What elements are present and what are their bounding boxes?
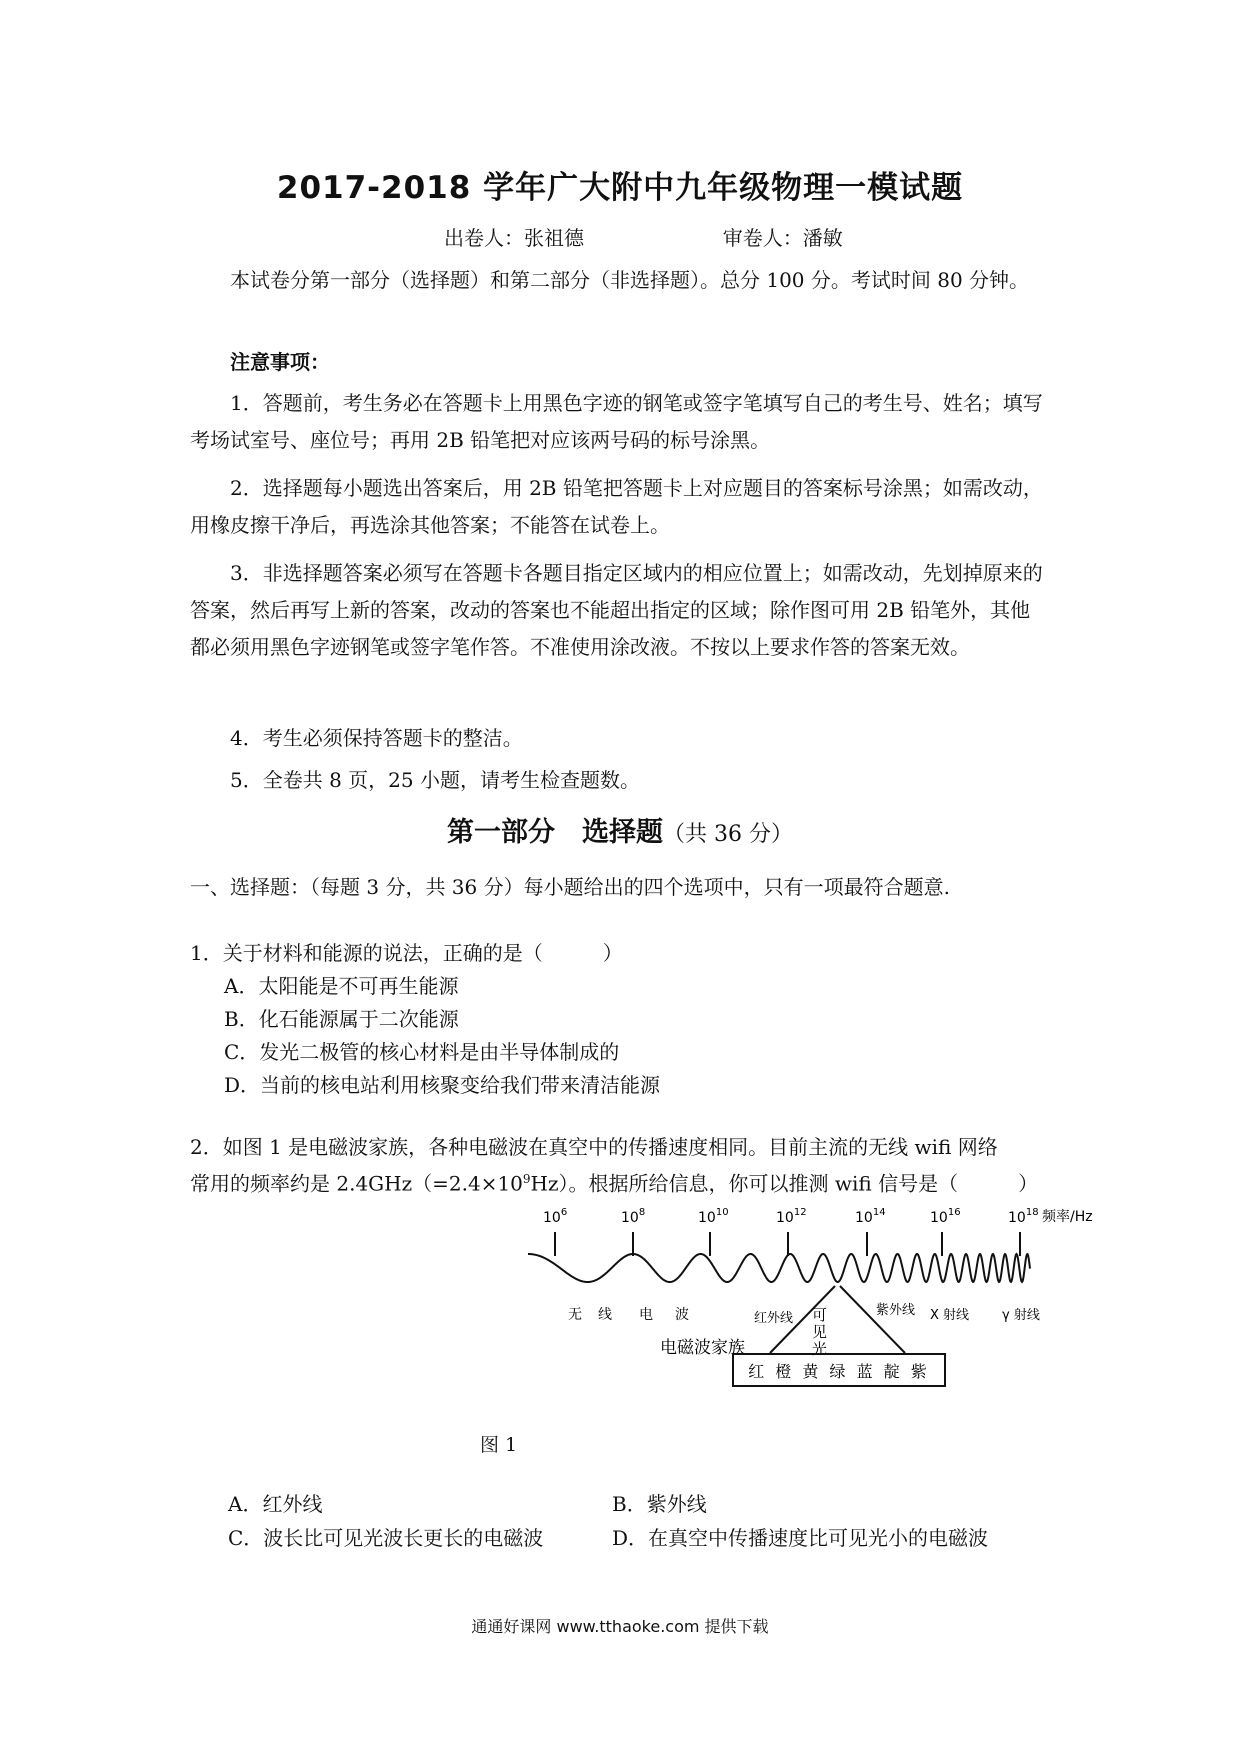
note-item-5: 5．全卷共 8 页，25 小题，请考生检查题数。 xyxy=(230,768,640,792)
q2-stem-line2 xyxy=(190,1163,1038,1200)
q2-stem-exponent: 9 xyxy=(522,1172,531,1186)
author-line xyxy=(444,222,851,251)
note-item-1: 1．答题前，考生务必在答题卡上用黑色字迹的钢笔或签字笔填写自己的考生号、姓名；填写考场试室号、座位号；再用 2B 铅笔把对应该两号码的标号涂黑。 xyxy=(190,391,1043,452)
colors-label: 红 橙 黄 绿 蓝 靛 紫 xyxy=(748,1362,930,1381)
section-heading xyxy=(0,810,1240,849)
q1-option-d: D．当前的核电站利用核聚变给我们带来清洁能源 xyxy=(224,1073,661,1097)
q2-option-a: A．红外线 xyxy=(228,1492,323,1516)
visible-right-line xyxy=(840,1286,905,1353)
freq-tick-label: $10^{16}$ xyxy=(930,1207,961,1226)
family-label: 电磁波家族 xyxy=(660,1338,745,1358)
em-spectrum-figure xyxy=(520,1200,1140,1420)
intro-paragraph: 本试卷分第一部分（选择题）和第二部分（非选择题）。总分 100 分。考试时间 80 分钟。 xyxy=(230,268,1030,292)
q1-stem: 1．关于材料和能源的说法，正确的是（ ） xyxy=(190,941,623,965)
section-instruction: 一、选择题：（每题 3 分，共 36 分）每小题给出的四个选项中，只有一项最符合题意. xyxy=(190,875,950,899)
note-item-2: 2．选择题每小题选出答案后，用 2B 铅笔把答题卡上对应题目的答案标号涂黑；如需改动，用橡皮擦干净后，再选涂其他答案；不能答在试卷上。 xyxy=(190,476,1043,537)
freq-tick-label: $10^{12}$ xyxy=(776,1207,807,1226)
freq-tick-label: $10^6$ xyxy=(543,1207,568,1226)
freq-tick-label: $10^{14}$ xyxy=(855,1207,886,1226)
radio-char-3: 电 xyxy=(639,1307,653,1323)
frequency-ticks xyxy=(543,1207,1039,1256)
uv-label: 紫外线 xyxy=(876,1303,916,1318)
q2-stem-line1: 2．如图 1 是电磁波家族，各种电磁波在真空中的传播速度相同。目前主流的无线 wifi 网络 xyxy=(190,1135,998,1159)
q2-stem-line2-a: 常用的频率约是 2.4GHz（=2.4×10 xyxy=(190,1171,523,1196)
freq-tick-label: $10^{18}$ xyxy=(1008,1207,1039,1226)
footer-text: 通通好课网 www.tthaoke.com 提供下载 xyxy=(471,1617,769,1636)
q2-stem-line2-b: Hz）。根据所给信息，你可以推测 wifi 信号是（ ） xyxy=(530,1171,1039,1196)
xray-label: X 射线 xyxy=(930,1308,970,1323)
q2-option-d: D．在真空中传播速度比可见光小的电磁波 xyxy=(612,1526,989,1550)
visible-char-3: 光 xyxy=(812,1340,828,1358)
notes-heading: 注意事项： xyxy=(230,350,330,374)
section-title: 第一部分 选择题 xyxy=(447,817,663,848)
q2-option-b: B．紫外线 xyxy=(612,1492,707,1516)
gamma-label: γ 射线 xyxy=(1002,1308,1040,1323)
q1-option-a: A．太阳能是不可再生能源 xyxy=(224,974,459,998)
page-title: 2017-2018 学年广大附中九年级物理一模试题 xyxy=(276,170,964,206)
freq-tick-label: $10^8$ xyxy=(621,1207,646,1226)
reviewer-label: 审卷人：潘敏 xyxy=(722,226,843,250)
note-item-3: 3．非选择题答案必须写在答题卡各题目指定区域内的相应位置上；如需改动，先划掉原来的答案，然后再写上新的答案，改动的答案也不能超出指定的区域；除作图可用 2B 铅笔外，其他都必须用黑色字迹钢笔或签字笔作答。不准使用涂改液。不按以上要求作答的答案无效。 xyxy=(190,561,1043,659)
q2-option-c: C．波长比可见光波长更长的电磁波 xyxy=(228,1526,544,1550)
author-label: 出卷人：张祖德 xyxy=(444,226,584,250)
figure-caption: 图 1 xyxy=(480,1434,518,1456)
q1-option-c: C．发光二极管的核心材料是由半导体制成的 xyxy=(224,1040,620,1064)
visible-char-1: 可 xyxy=(812,1306,828,1324)
visible-char-2: 见 xyxy=(812,1323,828,1341)
radio-char-4: 波 xyxy=(675,1307,689,1323)
axis-unit-label: 频率/Hz xyxy=(1042,1209,1093,1225)
wave-curve xyxy=(528,1254,1030,1282)
q1-option-b: B．化石能源属于二次能源 xyxy=(224,1007,459,1031)
radio-char-2: 线 xyxy=(598,1307,612,1323)
freq-tick-label: $10^{10}$ xyxy=(698,1207,729,1226)
radio-char-1: 无 xyxy=(568,1307,582,1323)
note-item-4: 4．考生必须保持答题卡的整洁。 xyxy=(230,726,523,750)
section-points: （共 36 分） xyxy=(663,822,793,847)
infrared-label: 红外线 xyxy=(754,1311,794,1326)
